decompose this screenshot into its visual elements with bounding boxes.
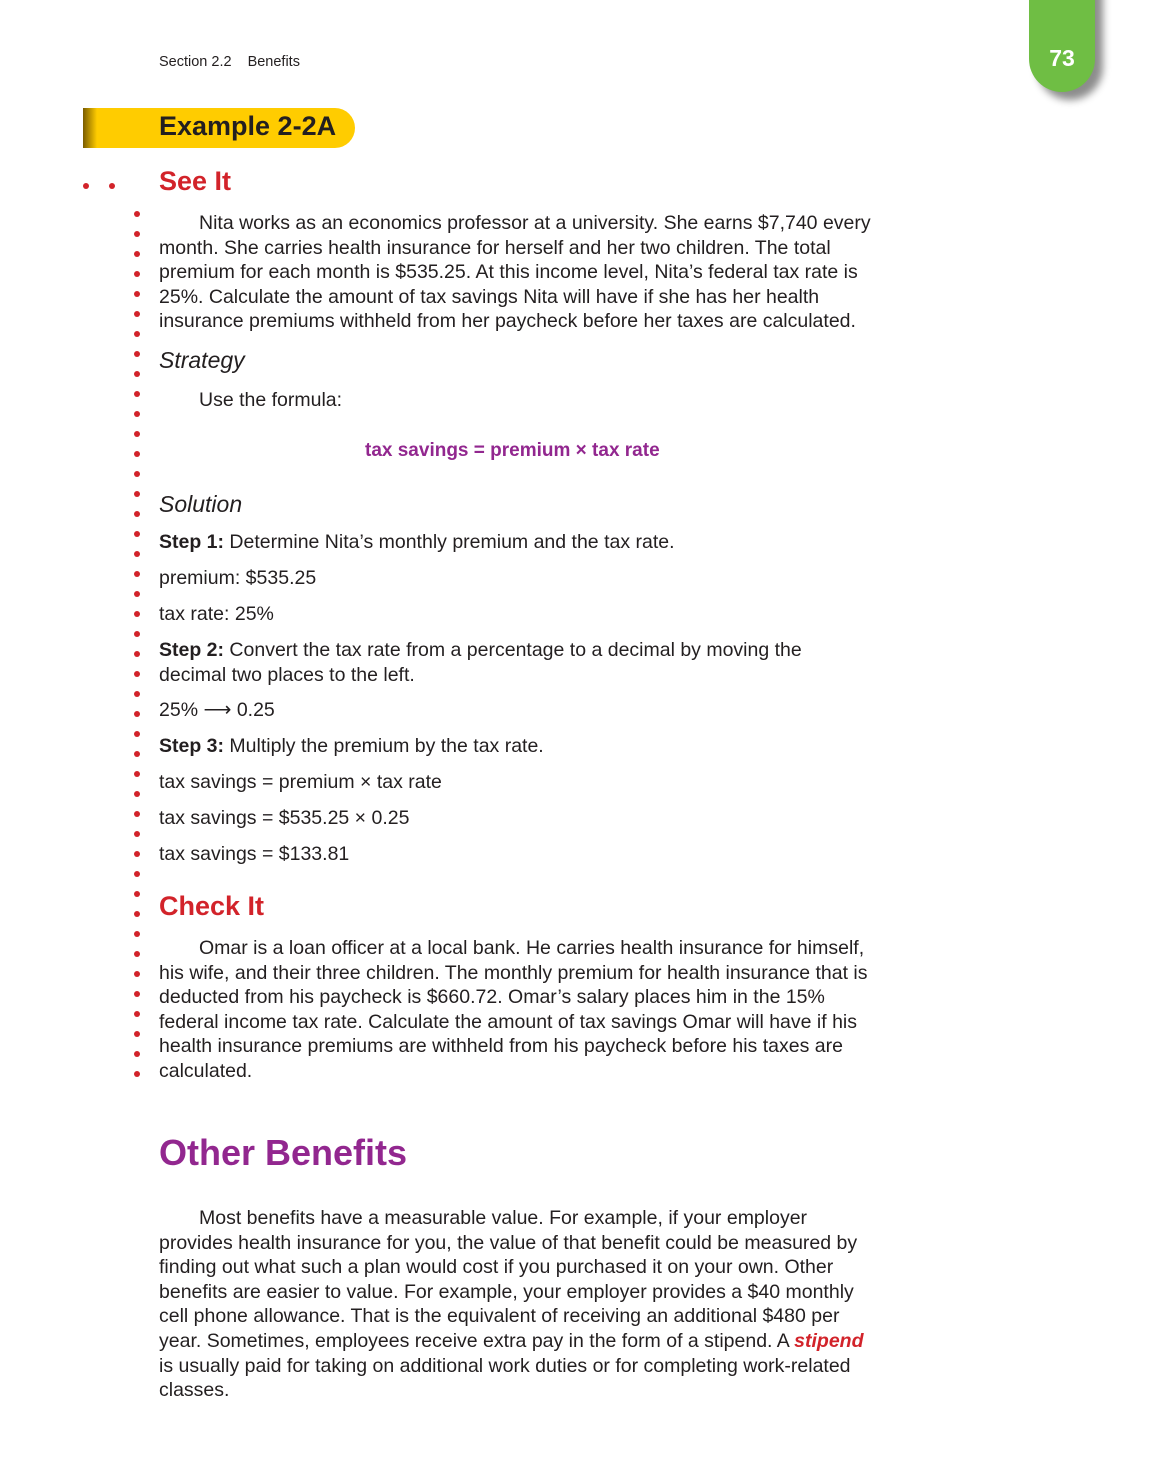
margin-dot (134, 531, 140, 537)
other-benefits-text (159, 1206, 869, 1403)
step-1-text: Determine Nita’s monthly premium and the tax rate. (224, 531, 675, 553)
margin-dot (109, 183, 115, 189)
equation-line-3: tax savings = $133.81 (159, 843, 350, 865)
check-it-text: Omar is a loan officer at a local bank. He carries health insurance for himself, his wife, and their three children. The monthly premium for health insurance that is deducted from his paycheck is $660.72. Omar’s salary places him in the 15% federal income tax rate. Calculate the amount of tax savings Omar will have if his health insurance premiums are withheld from his paycheck before his taxes are calculated. (159, 937, 868, 1082)
margin-dot (134, 831, 140, 837)
margin-dot (134, 331, 140, 337)
margin-dot (134, 211, 140, 217)
margin-dot (134, 1011, 140, 1017)
margin-dot (134, 891, 140, 897)
margin-dot (134, 271, 140, 277)
step-2-label: Step 2: (159, 639, 225, 661)
equation-line-1: tax savings = premium × tax rate (159, 771, 442, 793)
margin-dot (134, 911, 140, 917)
margin-dot (134, 931, 140, 937)
check-it-heading: Check It (159, 891, 265, 921)
conversion-line: 25% ⟶ 0.25 (159, 699, 275, 721)
margin-dot (83, 183, 89, 189)
premium-line: premium: $535.25 (159, 567, 317, 589)
margin-dot (134, 771, 140, 777)
margin-dot (134, 551, 140, 557)
page-number-tab (1029, 0, 1095, 92)
margin-dot (134, 471, 140, 477)
margin-dot (134, 1071, 140, 1077)
paragraph-text: is usually paid for taking on additional work duties or for completing work-related classes. (159, 1354, 851, 1402)
step-3-text: Multiply the premium by the tax rate. (224, 735, 544, 757)
margin-dot (134, 491, 140, 497)
margin-dot (134, 871, 140, 877)
other-benefits-heading: Other Benefits (159, 1132, 408, 1173)
margin-dot (134, 751, 140, 757)
strategy-heading: Strategy (159, 347, 245, 373)
tax-rate-line: tax rate: 25% (159, 603, 274, 625)
see-it-heading: See It (159, 166, 232, 196)
section-title: Benefits (247, 54, 300, 70)
margin-dot (134, 711, 140, 717)
step-1 (159, 530, 889, 555)
margin-dot (134, 231, 140, 237)
paragraph-text: Most benefits have a measurable value. For example, if your employer provides health insurance for you, the value of that benefit could be measured by finding out what such a plan would cost if you purchased it on your own. Other benefits are easier to value. For example, your employer provides a $40 monthly cell phone allowance. That is the equivalent of receiving an additional $480 per year. Sometimes, employees receive extra pay in the form of a stipend. A (159, 1207, 858, 1352)
example-label: Example 2-2A (159, 111, 337, 141)
margin-dot (134, 311, 140, 317)
margin-dot (134, 651, 140, 657)
margin-dot (134, 691, 140, 697)
key-term-stipend: stipend (794, 1329, 864, 1352)
margin-dot (134, 391, 140, 397)
margin-dot (134, 811, 140, 817)
running-header (159, 54, 300, 70)
margin-dot (134, 371, 140, 377)
margin-dot (134, 571, 140, 577)
margin-dot (134, 1031, 140, 1037)
strategy-text: Use the formula: (199, 389, 343, 411)
page-number: 73 (1049, 45, 1075, 71)
margin-dot (134, 411, 140, 417)
margin-dot (134, 971, 140, 977)
margin-dot (134, 851, 140, 857)
formula: tax savings = premium × tax rate (365, 440, 660, 461)
margin-dot (134, 611, 140, 617)
step-3 (159, 734, 889, 759)
step-3-label: Step 3: (159, 735, 225, 757)
margin-dot (134, 1051, 140, 1057)
equation-line-2: tax savings = $535.25 × 0.25 (159, 807, 410, 829)
margin-dot (134, 951, 140, 957)
margin-dot (134, 251, 140, 257)
example-banner (83, 108, 355, 148)
solution-heading: Solution (159, 491, 243, 517)
margin-dot (134, 431, 140, 437)
margin-dot (134, 731, 140, 737)
step-2-text: Convert the tax rate from a percentage to a decimal by moving the decimal two places to the left. (159, 639, 802, 686)
margin-dot (134, 671, 140, 677)
margin-dot (134, 791, 140, 797)
margin-dot (134, 351, 140, 357)
step-2 (159, 638, 849, 687)
section-number: Section 2.2 (159, 54, 232, 70)
margin-dot (134, 511, 140, 517)
see-it-text: Nita works as an economics professor at a university. She earns $7,740 every month. She carries health insurance for herself and her two children. The total premium for each month is $535.25. At this income level, Nita’s federal tax rate is 25%. Calculate the amount of tax savings Nita will have if she has her health insurance premiums withheld from her paycheck before her taxes are calculated. (159, 212, 871, 333)
margin-dot (134, 451, 140, 457)
margin-dot (134, 291, 140, 297)
margin-dot (134, 631, 140, 637)
margin-dot (134, 591, 140, 597)
step-1-label: Step 1: (159, 531, 225, 553)
margin-dot (134, 991, 140, 997)
